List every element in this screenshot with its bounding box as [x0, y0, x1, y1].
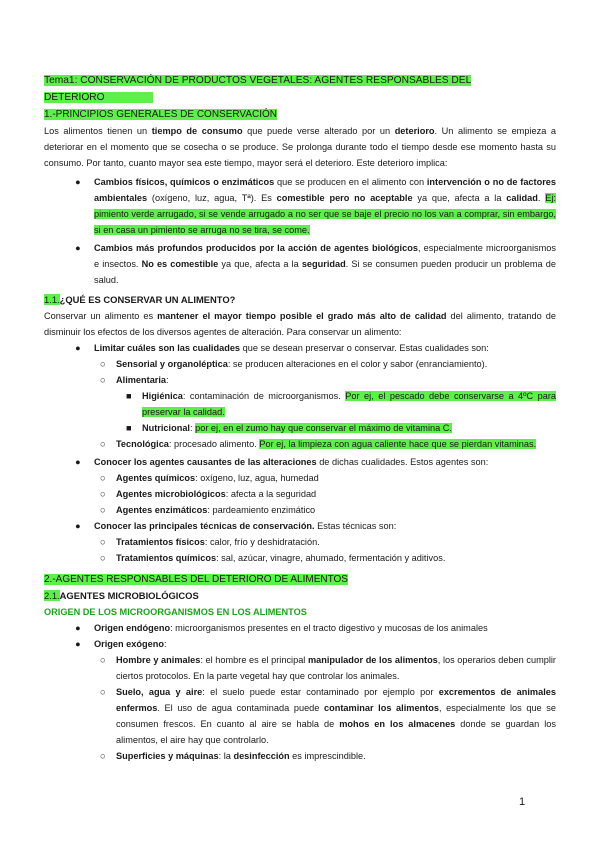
document-title [44, 72, 556, 106]
list-item: ● Origen endógeno: microorganismos presentes en el tracto digestivo y mucosas de los animales [44, 620, 556, 636]
bullet-icon: ● [75, 243, 81, 253]
circle-bullet-icon: ○ [100, 537, 106, 547]
circle-bullet-icon: ○ [100, 687, 106, 697]
circle-bullet-icon: ○ [100, 505, 106, 515]
square-bullet-icon: ■ [126, 391, 132, 401]
bullet-icon: ● [75, 639, 81, 649]
bullet-icon: ● [75, 177, 81, 187]
circle-bullet-icon: ○ [100, 473, 106, 483]
list-item: ○ Agentes microbiológicos: afecta a la seguridad [44, 486, 556, 502]
list-item: ○ Agentes enzimáticos: pardeamiento enzimático [44, 502, 556, 518]
conservar-list [44, 340, 556, 566]
circle-bullet-icon: ○ [100, 751, 106, 761]
square-bullet-icon: ■ [126, 423, 132, 433]
list-item: ○ Sensorial y organoléptica: se producen alteraciones en el color y sabor (enranciamiento). [44, 356, 556, 372]
list-item: ○ Hombre y animales: el hombre es el principal manipulador de los alimentos, los operarios deben cumplir ciertos protocolos. En la parte vegetal hay que controlar los animales. [44, 652, 556, 684]
list-item: ○ Suelo, agua y aire: el suelo puede estar contaminado por ejemplo por excrementos de animales enfermos. El uso de agua contaminada puede contaminar los alimentos, especialmente los que se consumen frescos. En cuanto al aire se habla de mohos en los almacenes donde se guardan los alimentos, el aire hay que controlarlo. [44, 684, 556, 748]
list-item: ● Limitar cuáles son las cualidades que se desean preservar o conservar. Estas cualidades son: [44, 340, 556, 356]
bullet-icon: ● [75, 457, 81, 467]
circle-bullet-icon: ○ [100, 655, 106, 665]
section-1-1-heading: 1.1.¿QUÉ ES CONSERVAR UN ALIMENTO? [44, 294, 236, 305]
list-item: ○ Alimentaria: [44, 372, 556, 388]
deterioro-list [44, 174, 556, 288]
list-item: ■ Higiénica: contaminación de microorganismos. Por ej, el pescado debe conservarse a 4ºC para preservar la calidad. [44, 388, 556, 420]
section-1-heading: 1.-PRINCIPIOS GENERALES DE CONSERVACIÓN [44, 109, 278, 120]
bullet-icon: ● [75, 521, 81, 531]
document-body [44, 72, 556, 764]
origen-list [44, 620, 556, 764]
list-item: ● Origen exógeno: [44, 636, 556, 652]
list-item: ● Conocer los agentes causantes de las alteraciones de dichas cualidades. Estos agentes son: [44, 454, 556, 470]
circle-bullet-icon: ○ [100, 375, 106, 385]
title-line-2: DETERIORO [44, 92, 153, 103]
intro-paragraph: Los alimentos tienen un tiempo de consumo que puede verse alterado por un deterioro. Un alimento se empieza a deteriorar en el momento que se cosecha o se produce. Se prolonga durante todo el tiempo desde ese momento hasta su consumo. Por tanto, cuanto mayor sea este tiempo, mayor será el deterioro. Este deterioro implica: [44, 126, 556, 168]
list-item: ○ Agentes químicos: oxígeno, luz, agua, humedad [44, 470, 556, 486]
section-2-1-heading: 2.1.AGENTES MICROBIOLÓGICOS [44, 590, 199, 601]
bullet-icon: ● [75, 343, 81, 353]
list-item: ○ Superficies y máquinas: la desinfección es imprescindible. [44, 748, 556, 764]
conservar-paragraph: Conservar un alimento es mantener el mayor tiempo posible el grado más alto de calidad del alimento, tratando de disminuir los efectos de los diversos agentes de alteración. Para conservar un alimento: [44, 311, 556, 337]
list-item: ● Cambios más profundos producidos por la acción de agentes biológicos, especialmente microorganismos e insectos. No es comestible ya que, afecta a la seguridad. Si se consumen pueden producir un problema de salud. [44, 240, 556, 288]
circle-bullet-icon: ○ [100, 359, 106, 369]
list-item: ● Cambios físicos, químicos o enzimáticos que se producen en el alimento con intervención o no de factores ambientales (oxígeno, luz, agua, Tª). Es comestible pero no aceptable ya que, afecta a la calidad. Ej: pimiento verde arrugado, si se vende arrugado a no ser que se baje el precio no los van a comprar, sin embargo, si en casa un pimiento se arruga no se tira, se come. [44, 174, 556, 238]
title-line-1: Tema1: CONSERVACIÓN DE PRODUCTOS VEGETALES: AGENTES RESPONSABLES DEL [44, 75, 472, 86]
circle-bullet-icon: ○ [100, 553, 106, 563]
circle-bullet-icon: ○ [100, 489, 106, 499]
section-2-heading: 2.-AGENTES RESPONSABLES DEL DETERIORO DE ALIMENTOS [44, 574, 348, 585]
circle-bullet-icon: ○ [100, 439, 106, 449]
bullet-icon: ● [75, 623, 81, 633]
list-item: ■ Nutricional: por ej, en el zumo hay que conservar el máximo de vitamina C. [44, 420, 556, 436]
list-item: ○ Tratamientos químicos: sal, azúcar, vinagre, ahumado, fermentación y aditivos. [44, 550, 556, 566]
list-item: ○ Tratamientos físicos: calor, frío y deshidratación. [44, 534, 556, 550]
list-item: ● Conocer las principales técnicas de conservación. Estas técnicas son: [44, 518, 556, 534]
origen-heading: ORIGEN DE LOS MICROORGANISMOS EN LOS ALIMENTOS [44, 607, 307, 617]
list-item: ○ Tecnológica: procesado alimento. Por ej, la limpieza con agua caliente hace que se pierdan vitaminas. [44, 436, 556, 452]
page-number: 1 [519, 796, 526, 808]
